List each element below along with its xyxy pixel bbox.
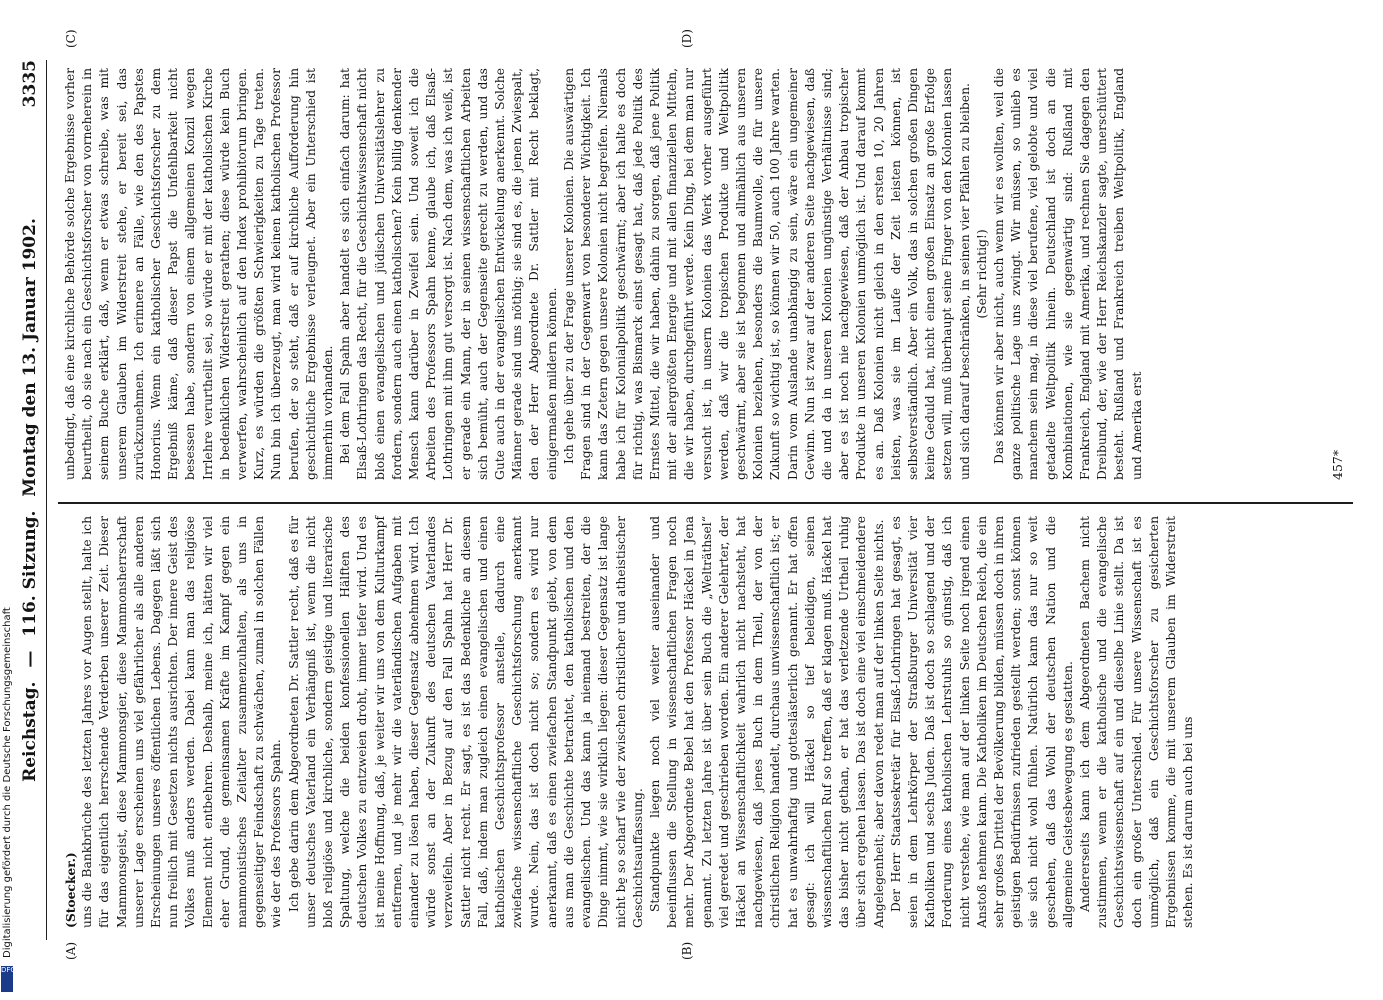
paragraph: Das können wir aber nicht, auch wenn wir es wollten, weil die ganze politische Lage uns zwingt. Wir müssen, so unlieb es manchem sein mag, in diese viel berufene, viel gelobte und viel getadelte Weltpolitik hinein. Deutschland ist doch an die Kombinationen, wie sie gegenwärtig sind: Rußland mit Frankreich, England mit Amerika, und rechnen Sie dagegen den Dreibund, der, wie der Herr Reichskanzler sagte, unerschüttert besteht. Rußland und Frankreich treiben Weltpolitik, England und Amerika erst [991,68,1144,480]
header-date: Montag den 13. Januar 1902. [20,218,40,497]
margin-marker-a: (A) [64,941,78,960]
paragraph: Der Herr Staatssekretär für Elsaß-Lothringen hat gesagt, es seien in dem Lehrkörper der Straßburger Universität vier Katholiken und sechs Juden. Daß ist doch so schlagend und der Forderung eines katholischen Lehrstuhls so günstig, daß ich nicht verstehe, wie man auf der linken Seite noch irgend einen Anstoß nehmen kann. Die Katholiken im Deutschen Reich, die ein sehr großes Drittel der Bevölkerung bilden, müssen doch in ihren geistigen Bedürfnissen zufrieden gestellt werden; sonst können sie sich nicht wohl fühlen. Natürlich kann das nur so weit geschehen, daß das Wohl der deutschen Nation und die allgemeine Geistesbewegung es gestatten. [888,516,1075,928]
paragraph: uns die Bankbrüche des letzten Jahres vor Augen stellt, halte ich für das eigentlich herrschende Verderben unserer Zeit. Dieser Mammonsgeist, diese Mammonsgier, diese Mammonsherrschaft unserer Lage erscheinen uns viel gefährlicher als alle anderen Erscheinungen unseres öffentlichen Lebens. Dagegen läßt sich nun freilich mit Gesetzen nichts ausrichten. Der innere Geist des Volkes muß anders werden. Dabei kann man das religiöse Element nicht entbehren. Deshalb, meine ich, hätten wir viel eher Grund, die gemeinsamen Kräfte im Kampf gegen ein mammonistisches Zeitalter zusammenzuhalten, als uns in gegenseitiger Feindschaft zu schwächen, zumal in solchen Fällen wie der des Professors Spahn. [80,516,284,928]
paragraph: unbedingt, daß eine kirchliche Behörde solche Ergebnisse vorher beurtheilt, ob sie nach ein Geschichtsforscher von vorneherein in seinem Buche erklärt, daß, wenn er etwas schreibe, was mit unserem Glauben im Widerstreit stehe, er bereit sei, das zurückzunehmen. Ich erinnere an Fälle, wie den des Papstes Honorius. Wenn ein katholischer Geschichtsforscher zu dem Ergebniß käme, daß dieser Papst die Unfehlbarkeit nicht besessen habe, sondern von einem allgemeinen Konzil wegen Irrlehre verurtheilt sei, so würde er mit der katholischen Kirche in bedenklichen Widerstreit gerathen; diese würde kein Buch verwerfen, wahrscheinlich auf den Index prohibitorum bringen. Kurz, es würden die größten Schwierigkeiten zu Tage treten. Nun bin ich überzeugt, man wird keinen katholischen Professor berufen, der so steht, daß er auf kirchliche Aufforderung hin geschichtliche Ergebnisse verleugnet. Aber ein Unterschied ist immerhin vorhanden. [63,68,336,480]
right-column [62,68,1146,480]
column-divider [58,502,1353,504]
page-header [16,60,47,940]
left-column [62,516,1197,928]
interjection: (Sehr richtig!) [974,229,989,319]
margin-marker-b: (B) [680,941,694,960]
speaker-label: (Stoecker.) [63,852,78,928]
dfg-logo-text: DFG [1,966,16,974]
margin-marker-d: (D) [680,29,694,48]
paragraph: Bei dem Fall Spahn aber handelt es sich einfach darum: hat Elsaß-Lothringen das Recht, für die Geschichtswissenschaft nicht bloß einen evangelischen und jüdischen Universitätslehrer zu fordern, sondern auch einen katholischen? Kein billig denkender Mensch kann darüber in Zweifel sein. Und soweit ich die Arbeiten des Professors Spahn kenne, glaube ich, daß Elsaß-Lothringen mit ihm gut versorgt ist. Nach dem, was ich weiß, ist er gerade ein Mann, der in seinen wissenschaftlichen Arbeiten sich bemüht, auch der Gegenseite gerecht zu werden, und das Gute auch in der evangelischen Entwickelung anerkennt. Solche Männer gerade sind uns nöthig; sie sind es, die jenen Zwiespalt, den der Herr Abgeordnete Dr. Sattler mit Recht beklagt, einigermaßen mildern können. [338,68,559,480]
paragraph: Standpunkte liegen noch viel weiter auseinander und beeinflussen die Stellung in wissenschaftlichen Fragen noch mehr. Der Abgeordnete Bebel hat den Professor Häckel in Jena genannt. Zu letzten Jahre ist über sein Buch die „Welträthsel“ viel geredet und geschrieben worden. Ein anderer Gelehrter, der Häckel an Wissenschaftlichkeit wahrlich nicht nachsteht, hat nachgewiesen, daß jenes Buch in dem Theil, der von der christlichen Religion handelt, durchaus unwissenschaftlich ist; er hat es unwahrhaftig und gotteslästerlich genannt. Er hat offen gesagt: ich will Häckel so tief beleidigen, seinen wissenschaftlichen Ruf so treffen, daß er klagen muß. Häckel hat das bisher nicht gethan, er hat das verletzende Urtheil ruhig über sich ergehen lassen. Das ist doch eine viel einschneidendere Angelegenheit; aber davon redet man auf der linken Seite nichts. [647,516,886,928]
digitization-note-text: Digitalisierung gefördert durch die Deutsche Forschungsgemeinschaft [2,607,13,958]
header-session: 116. Sitzung. [20,510,40,637]
margin-marker-c: (C) [64,29,78,48]
paragraph: Andererseits kann ich dem Abgeordneten Bachem nicht zustimmen, wenn er die katholische und die evangelische Geschichtswissenschaft auf ein und dieselbe Linie stellt. Da ist doch ein großer Unterschied. Für unsere Wissenschaft ist es unmöglich, daß ein Geschichtsforscher zu gesicherten Ergebnissen komme, die mit unserem Glauben im Widerstreit stehen. Es ist darum auch bei uns [1077,516,1196,928]
paragraph: Ich gehe über zu der Frage unserer Kolonien. Die auswärtigen Fragen sind in der Gegenwart von besonderer Wichtigkeit. Ich kann das Zetern gegen unsere Kolonien nicht begreifen. Niemals habe ich für Kolonialpolitik geschwärmt; aber ich halte es doch für richtig, was Bismarck einst gesagt hat, daß jede Politik des Ernstes Mittel, die wir haben, dahin zu sorgen, daß jene Politik mit der allergrößten Energie und mit allen finanziellen Mitteln, die wir haben, durchgeführt werde. Kein Ding, bei dem man nur versucht ist, in unsern Kolonien das Werk vorher ausgeführt werden, daß wir die tropischen Produkte und Weltpolitik geschwärmt, aber sie ist begonnen und allmählich aus unseren Kolonien beziehen, besonders die Baumwolle, die für unsere Zukunft so wichtig ist, so können wir 50, auch 100 Jahre warten. Darin vom Auslande unabhängig zu sein, wäre ein ungemeiner Gewinn. Nun ist zwar auf der anderen Seite nachgewiesen, daß die und da in unseren Kolonien ungünstige Verhältnisse sind; aber es ist noch nie nachgewiesen, daß der Anbau tropischer Produkte in unseren Kolonien unmöglich ist. Und darauf kommt es an. Daß Kolonien nicht gleich in den ersten 10, 20 Jahren leisten, was sie im Laufe der Zeit leisten können, ist selbstverständlich. Aber ein Volk, das in solchen großen Dingen keine Geduld hat, nicht einen großen Einsatz an große Erfolge setzen will, muß überhaupt seine Finger von den Kolonien lassen und sich darauf beschränken, in seinen vier Pfählen zu bleiben. [561,68,972,480]
page-number: 3335 [20,60,40,108]
paragraph: Ich gebe darin dem Abgeordneten Dr. Sattler recht, daß es für unser deutsches Vaterland ein Verhängniß ist, wenn die nicht bloß religiöse und kirchliche, sondern geistige und literarische Spaltung, welche die beiden konfessionellen Hälften des deutschen Volkes zu entzweien droht, immer tiefer wird. Und es ist meine Hoffnung, daß, je weiter wir uns von dem Kulturkampf entfernen, und je mehr wir die vaterländischen Aufgaben mit einander zu lösen haben, dieser Gegensatz abnehmen wird. Ich würde sonst an der Zukunft des deutschen Vaterlandes verzweifeln. Aber in Bezug auf den Fall Spahn hat Herr Dr. Sattler nicht recht. Er sagt, es ist das Bedenkliche an diesem Fall, daß, indem man zugleich einen evangelischen und einen katholischen Geschichtsprofessor anstelle, dadurch eine zwiefache wissenschaftliche Geschichtsforschung anerkannt wurde. Nein, das ist doch nicht so; sondern es wird nur anerkannt, daß es einen zwiefachen Standpunkt giebt, von dem aus man die Geschichte betrachtet, den katholischen und den evangelischen. Und das kann ja niemand bestreiten, der die Dinge nimmt, wie sie wirklich liegen: dieser Gegensatz ist lange nicht be̱ so scharf wie der zwischen christlicher und atheistischer Geschichtsauffassung. [286,516,645,928]
header-parliament: Reichstag. [20,681,40,782]
header-title [20,60,40,940]
header-separator: — [20,650,40,668]
signature-mark: 457* [1330,449,1345,480]
